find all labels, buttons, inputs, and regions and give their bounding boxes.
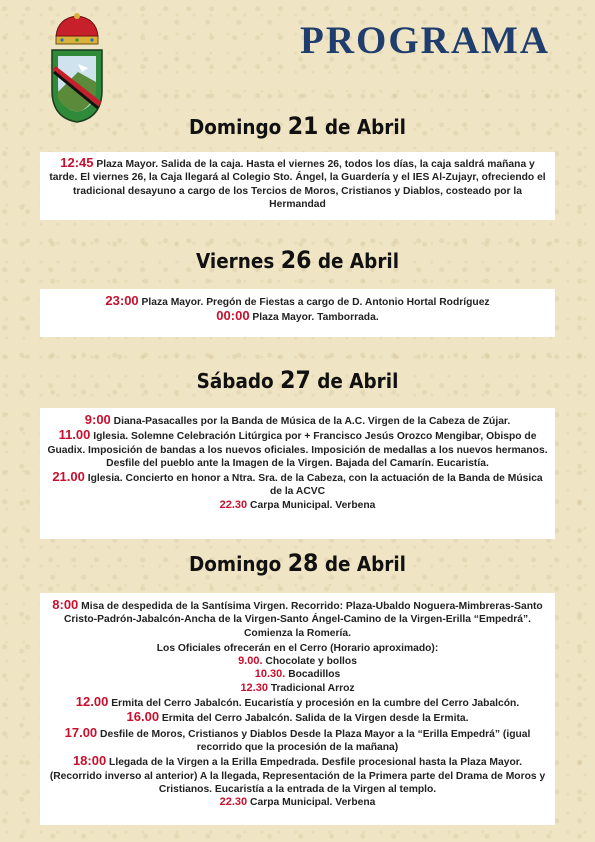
event-time: 16.00: [126, 709, 160, 725]
event-time: 21.00: [52, 469, 85, 485]
event-text: Plaza Mayor. Tamborrada.: [249, 312, 379, 324]
event-item: [46, 695, 549, 710]
event-text: Plaza Mayor. Pregón de Fiestas a cargo de D. Antonio Hortal Rodríguez: [138, 297, 490, 308]
event-time: 10.30.: [254, 668, 286, 681]
event-item: [46, 470, 549, 499]
event-time: 00:00: [216, 308, 250, 324]
coat-of-arms-icon: [48, 12, 106, 124]
event-text: Desfile de Moros, Cristianos y Diablos Desde la Plaza Mayor a la “Erilla Empedrá” (igual recorrido que la procesión de la mañana): [97, 728, 531, 753]
event-item: [46, 294, 549, 309]
event-item: [46, 754, 549, 796]
event-time: 9.00.: [238, 655, 263, 668]
event-text: Carpa Municipal. Verbena: [247, 499, 376, 511]
event-item: [46, 668, 549, 681]
event-time: 23:00: [105, 293, 139, 308]
event-item: [46, 413, 549, 428]
event-item: [46, 640, 549, 655]
event-time: 11.00: [58, 427, 91, 443]
day-heading: Domingo 21 de Abril: [188, 112, 407, 140]
event-time: 8:00: [52, 597, 79, 612]
day-heading: Domingo 28 de Abril: [188, 549, 407, 577]
event-text: Tradicional Arroz: [267, 682, 355, 694]
event-time: 12.00: [75, 694, 109, 710]
event-text: Chocolate y bollos: [262, 656, 357, 668]
day-heading: Sábado 27 de Abril: [196, 366, 399, 394]
day-schedule-box: [40, 289, 555, 337]
event-text: Ermita del Cerro Jabalcón. Salida de la Virgen desde la Ermita.: [159, 713, 469, 725]
event-text: Diana-Pasacalles por la Banda de Música de la A.C. Virgen de la Cabeza de Zújar.: [110, 416, 511, 427]
event-time: 22.30: [219, 796, 248, 809]
day-heading: Viernes 26 de Abril: [195, 246, 400, 274]
event-time: 22.30: [219, 498, 248, 511]
page-title: PROGRAMA: [300, 19, 550, 62]
event-item: [46, 598, 549, 640]
day-schedule-box: [40, 408, 555, 539]
day-schedule-box: [40, 593, 555, 825]
event-item: [46, 428, 549, 470]
event-time: 9:00: [84, 412, 111, 427]
event-item: [46, 710, 549, 725]
event-time: 12:45: [60, 155, 94, 170]
event-text: Carpa Municipal. Verbena: [247, 797, 376, 809]
event-item: [46, 682, 549, 695]
event-text: Iglesia. Solemne Celebración Litúrgica por + Francisco Jesús Orozco Mengibar, Obispo de Guadix. Imposición de bandas a los nuevos oficiales. Imposición de medallas a los nuevos hermanos. Desfile del pueblo ante la Imagen de la Virgen. Bajada del Camarín. Eucaristía.: [47, 431, 548, 469]
event-time: 17.00: [64, 724, 98, 740]
event-time: 12.30: [240, 681, 268, 694]
event-text: Iglesia. Concierto en honor a Ntra. Sra. de la Cabeza, con la actuación de la Banda de Música de la ACVC: [84, 473, 543, 498]
day-schedule-box: [40, 152, 555, 220]
event-text: Los Oficiales ofrecerán en el Cerro (Horario aproximado):: [156, 642, 439, 654]
event-item: [46, 796, 549, 809]
event-text: Plaza Mayor. Salida de la caja. Hasta el viernes 26, todos los días, la caja saldrá mañana y tarde. El viernes 26, la Caja llegará al Colegio Sto. Ángel, la Guardería y el IES Al-Zujayr, ofreciendo el tradicional desayuno a cargo de los Tercios de Moros, Cristianos y Diablos, costeado por la Hermandad: [49, 159, 546, 210]
event-time: 18:00: [72, 753, 107, 769]
event-text: Misa de despedida de la Santísima Virgen. Recorrido: Plaza-Ubaldo Noguera-Mimbreras-Santo Cristo-Padrón-Jabalcón-Ancha de la Virgen-Santo Ángel-Camino de la Virgen-Erilla “Empedrá”. Comienza la Romería.: [63, 601, 543, 639]
event-text: Bocadillos: [285, 669, 341, 681]
event-item: [46, 156, 549, 211]
event-item: [46, 726, 549, 755]
event-text: Llegada de la Virgen a la Erilla Empedrada. Desfile procesional hasta la Plaza Mayor. (Recorrido inverso al anterior) A la llegada, Representación de la Primera parte del Drama de Moros y Cristianos. Eucaristía a la entrada de la Virgen al templo.: [49, 757, 546, 795]
event-text: Ermita del Cerro Jabalcón. Eucaristía y procesión en la cumbre del Cerro Jabalcón.: [108, 698, 520, 710]
event-item: [46, 309, 549, 324]
event-item: [46, 655, 549, 668]
event-item: [46, 499, 549, 512]
